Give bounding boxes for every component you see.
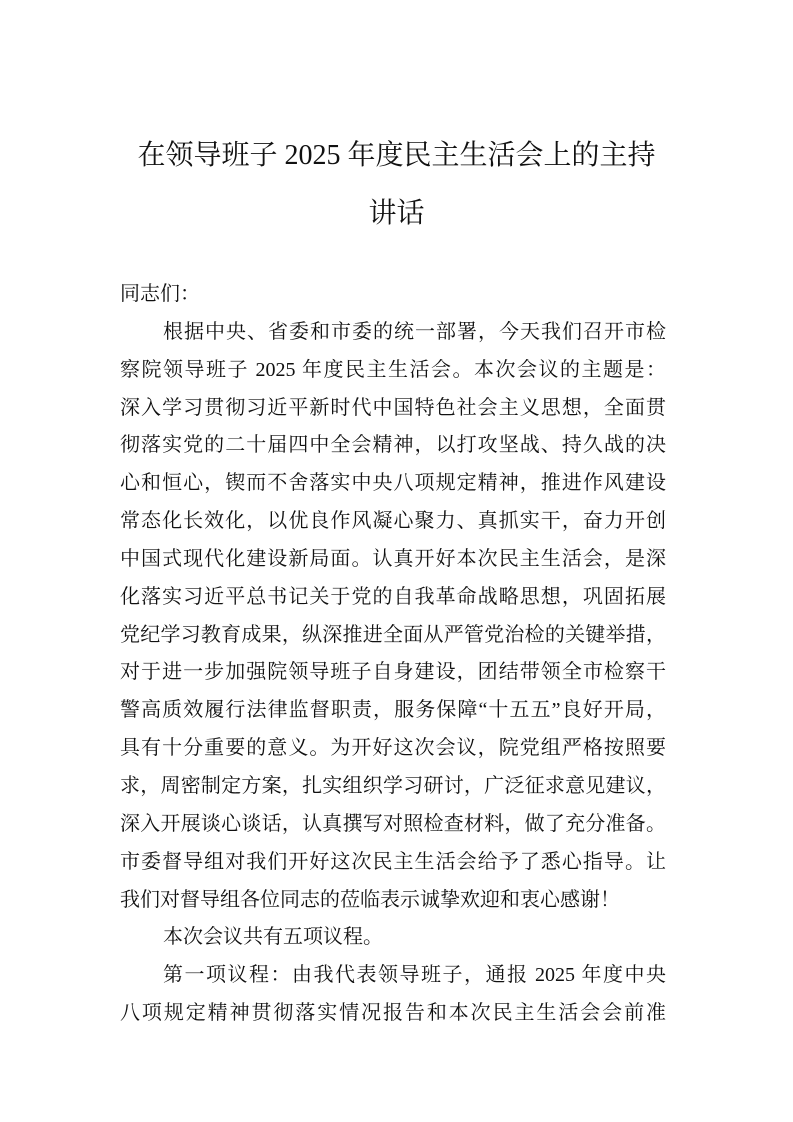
paragraph [120, 957, 666, 1033]
paragraph-line: 我们对督导组各位同志的莅临表示诚挚欢迎和衷心感谢！ [120, 888, 620, 911]
paragraph-line: 具有十分重要的意义。为开好这次会议，院党组严格按照要 [120, 737, 666, 760]
paragraph-line: 化落实习近平总书记关于党的自我革命战略思想，巩固拓展 [120, 585, 666, 608]
paragraph-line: 心和恒心，锲而不舍落实中央八项规定精神，推进作风建设 [120, 472, 666, 495]
paragraph-line: 深入开展谈心谈话，认真撰写对照检查材料，做了充分准备。 [120, 812, 666, 835]
paragraph-line: 察院领导班子 2025 年度民主生活会。本次会议的主题是： [120, 358, 666, 381]
title-line-2: 讲话 [368, 198, 425, 229]
paragraph-line: 对于进一步加强院领导班子自身建设，团结带领全市检察干 [120, 661, 666, 684]
paragraph-line: 根据中央、省委和市委的统一部署，今天我们召开市检 [163, 320, 666, 343]
paragraph-line: 党纪学习教育成果，纵深推进全面从严管党治检的关键举措， [120, 623, 666, 646]
paragraph-line: 求，周密制定方案，扎实组织学习研讨，广泛征求意见建议， [120, 774, 666, 797]
document-body [120, 276, 666, 1033]
paragraph-line: 彻落实党的二十届四中全会精神，以打攻坚战、持久战的决 [120, 434, 666, 457]
paragraph [120, 919, 666, 957]
paragraph-line: 本次会议共有五项议程。 [163, 926, 383, 949]
paragraph-line: 市委督导组对我们开好这次民主生活会给予了悉心指导。让 [120, 850, 666, 873]
paragraph [120, 314, 666, 920]
paragraph-line: 八项规定精神贯彻落实情况报告和本次民主生活会会前准 [120, 1002, 666, 1025]
salutation: 同志们： [120, 283, 200, 305]
document-title [0, 127, 793, 243]
paragraph-line: 常态化长效化，以优良作风凝心聚力、真抓实干，奋力开创 [120, 510, 666, 533]
paragraph-line: 深入学习贯彻习近平新时代中国特色社会主义思想，全面贯 [120, 396, 666, 419]
paragraph-line: 中国式现代化建设新局面。认真开好本次民主生活会，是深 [120, 547, 666, 570]
paragraph-line: 第一项议程：由我代表领导班子，通报 2025 年度中央 [163, 964, 666, 987]
paragraph-line: 警高质效履行法律监督职责，服务保障“十五五”良好开局， [120, 699, 666, 722]
title-line-1: 在领导班子 2025 年度民主生活会上的主持 [137, 140, 656, 171]
